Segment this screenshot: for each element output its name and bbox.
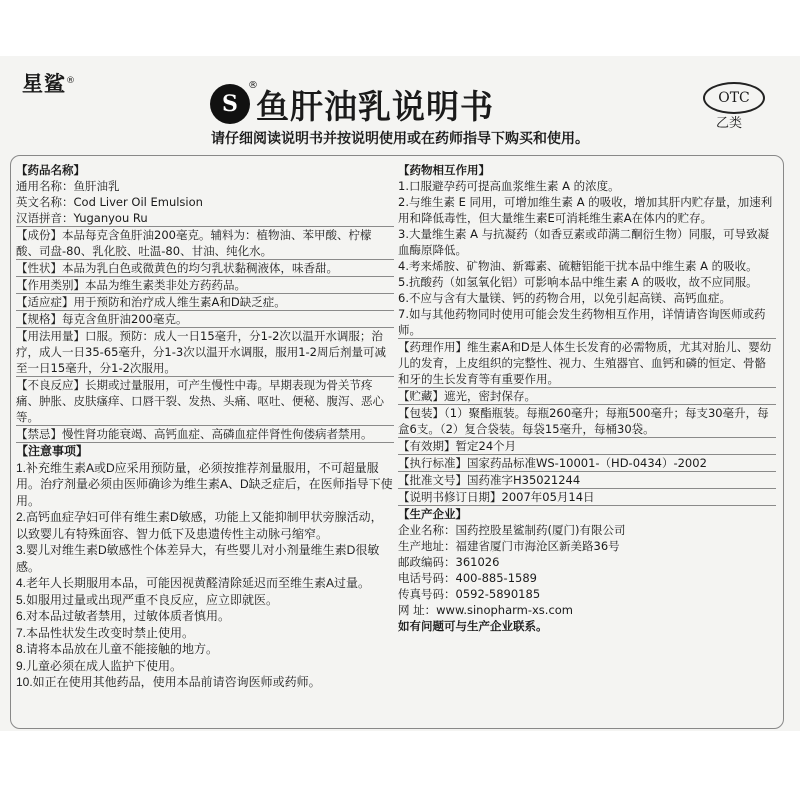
ingredients-section: 【成份】本品每克含鱼肝油200毫克。辅料为：植物油、苯甲酸、柠檬酸、司盘-80、乳化胶、吐温-80、甘油、纯化水。 [16, 226, 394, 259]
interaction-item: 7.如与其他药物同时使用可能会发生药物相互作用，详情请咨询医师或药师。 [398, 307, 766, 337]
right-column [398, 162, 776, 634]
contact-note: 如有问题可与生产企业联系。 [398, 619, 548, 633]
standard-section: 【执行标准】国家药品标准WS-10001-（HD-0434）-2002 [398, 454, 776, 471]
precaution-item: 1.补充维生素A或D应采用预防量，必须按推荐剂量服用，不可超量服用。治疗剂量必须由医师确诊为维生素A、D缺乏症后，在医师指导下使用。 [16, 460, 393, 508]
storage-section: 【贮藏】遮光，密封保存。 [398, 387, 776, 404]
website: 网 址：www.sinopharm-xs.com [398, 603, 574, 617]
precaution-item: 4.老年人长期服用本品，可能因视黄醛清除延迟而至维生素A过量。 [16, 576, 371, 590]
interaction-item: 2.与维生素 E 同用，可增加维生素 A 的吸收，增加其肝内贮存量，加速利用和降低毒性，但大量维生素E可消耗维生素A在体内的贮存。 [398, 195, 773, 225]
interaction-item: 6.不应与含有大量镁、钙的药物合用，以免引起高镁、高钙血症。 [398, 291, 731, 305]
precautions-heading: 【注意事项】 [16, 444, 89, 458]
company-logo-icon [210, 84, 250, 124]
pharmacology-section: 【药理作用】维生素A和D是人体生长发育的必需物质，尤其对胎儿、婴幼儿的发育，上皮组织的完整性、视力、生殖器官、血钙和磷的恒定、骨骼和牙的生长发育等有重要作用。 [398, 338, 776, 387]
precautions-section [16, 442, 394, 691]
precaution-item: 2.高钙血症孕妇可伴有维生素D敏感，功能上又能抑制甲状旁腺活动，以致婴儿有特殊面容、智力低下及患遗传性主动脉弓缩窄。 [16, 510, 383, 541]
interaction-item: 4.考来烯胺、矿物油、新霉素、硫糖铝能干扰本品中维生素 A 的吸收。 [398, 259, 758, 273]
interactions-heading: 【药物相互作用】 [398, 163, 490, 177]
pinyin-name: 汉语拼音：Yuganyou Ru [16, 211, 148, 225]
revision-date-section: 【说明书修订日期】2007年05月14日 [398, 488, 776, 505]
usage-notice: 请仔细阅读说明书并按说明使用或在药师指导下购买和使用。 [211, 131, 589, 147]
precaution-item: 9.儿童必须在成人监护下使用。 [16, 658, 183, 673]
postcode: 邮政编码：361026 [398, 555, 500, 569]
otc-class-label: 乙类 [716, 116, 743, 131]
precaution-item: 3.婴儿对维生素D敏感性个体差异大，有些婴儿对小剂量维生素D很敏感。 [16, 543, 380, 574]
fax-number: 传真号码：0592-5890185 [398, 587, 541, 601]
precaution-item: 6.对本品过敏者禁用，过敏体质者慎用。 [16, 609, 231, 623]
specification-section: 【规格】每克含鱼肝油200毫克。 [16, 310, 394, 327]
precaution-item: 7.本品性状发生改变时禁止使用。 [16, 625, 195, 640]
company-name: 企业名称：国药控股星鲨制药(厦门)有限公司 [398, 523, 626, 537]
brand-text: 星鲨 [22, 72, 66, 96]
category-section: 【作用类别】本品为维生素类非处方药药品。 [16, 276, 394, 293]
drug-name-section [16, 162, 394, 226]
manufacturer-heading: 【生产企业】 [398, 507, 467, 521]
properties-section: 【性状】本品为乳白色或微黄色的均匀乳状黏稠液体，味香甜。 [16, 259, 394, 276]
adverse-reactions-section: 【不良反应】长期或过量服用，可产生慢性中毒。早期表现为骨关节疼痛、肿胀、皮肤瘙痒、口唇干裂、发热、头痛、呕吐、便秘、腹泻、恶心等。 [16, 376, 394, 425]
drug-name-heading: 【药品名称】 [16, 163, 85, 177]
manufacturer-section [398, 505, 776, 634]
logo-letter: S [222, 91, 238, 117]
precaution-item: 10.如正在使用其他药品，使用本品前请咨询医师或药师。 [16, 675, 321, 689]
interaction-item: 1.口服避孕药可提高血浆维生素 A 的浓度。 [398, 179, 620, 193]
precaution-item: 8.请将本品放在儿童不能接触的地方。 [16, 642, 219, 656]
packaging-section: 【包装】（1）聚酯瓶装。每瓶260毫升；每瓶500毫升；每支30毫升，每盒6支。（2）复合袋装。每袋15毫升，每桶30袋。 [398, 404, 776, 437]
otc-badge: OTC [703, 82, 765, 114]
dosage-section: 【用法用量】口服。预防：成人一日15毫升，分1-2次以温开水调服；治疗，成人一日35-65毫升，分1-3次以温开水调服，服用1-2周后剂量可减至一日15毫升，分1-2次服用。 [16, 327, 394, 376]
brand-name [22, 68, 76, 98]
precaution-item: 5.如服用过量或出现严重不良反应，应立即就医。 [16, 592, 279, 607]
phone-number: 电话号码：400-885-1589 [398, 571, 537, 585]
contraindications-section: 【禁忌】慢性肾功能衰竭、高钙血症、高磷血症伴肾性佝偻病者禁用。 [16, 425, 394, 442]
registered-mark: ® [248, 80, 258, 91]
interaction-item: 5.抗酸药（如氢氧化铝）可影响本品中维生素 A 的吸收，故不应同服。 [398, 275, 758, 289]
validity-section: 【有效期】暂定24个月 [398, 437, 776, 454]
interactions-section [398, 162, 776, 338]
brand-registered-mark: ® [66, 76, 76, 86]
company-address: 生产地址：福建省厦门市海沧区新美路36号 [398, 539, 620, 553]
left-column [16, 162, 394, 691]
approval-number-section: 【批准文号】国药准字H35021244 [398, 471, 776, 488]
indications-section: 【适应症】用于预防和治疗成人维生素A和D缺乏症。 [16, 293, 394, 310]
page-title: 鱼肝油乳说明书 [256, 86, 494, 126]
interaction-item: 3.大量维生素 A 与抗凝药（如香豆素或茚满二酮衍生物）同服，可导致凝血酶原降低。 [398, 227, 770, 257]
generic-name: 通用名称：鱼肝油乳 [16, 179, 120, 193]
english-name: 英文名称：Cod Liver Oil Emulsion [16, 195, 203, 209]
